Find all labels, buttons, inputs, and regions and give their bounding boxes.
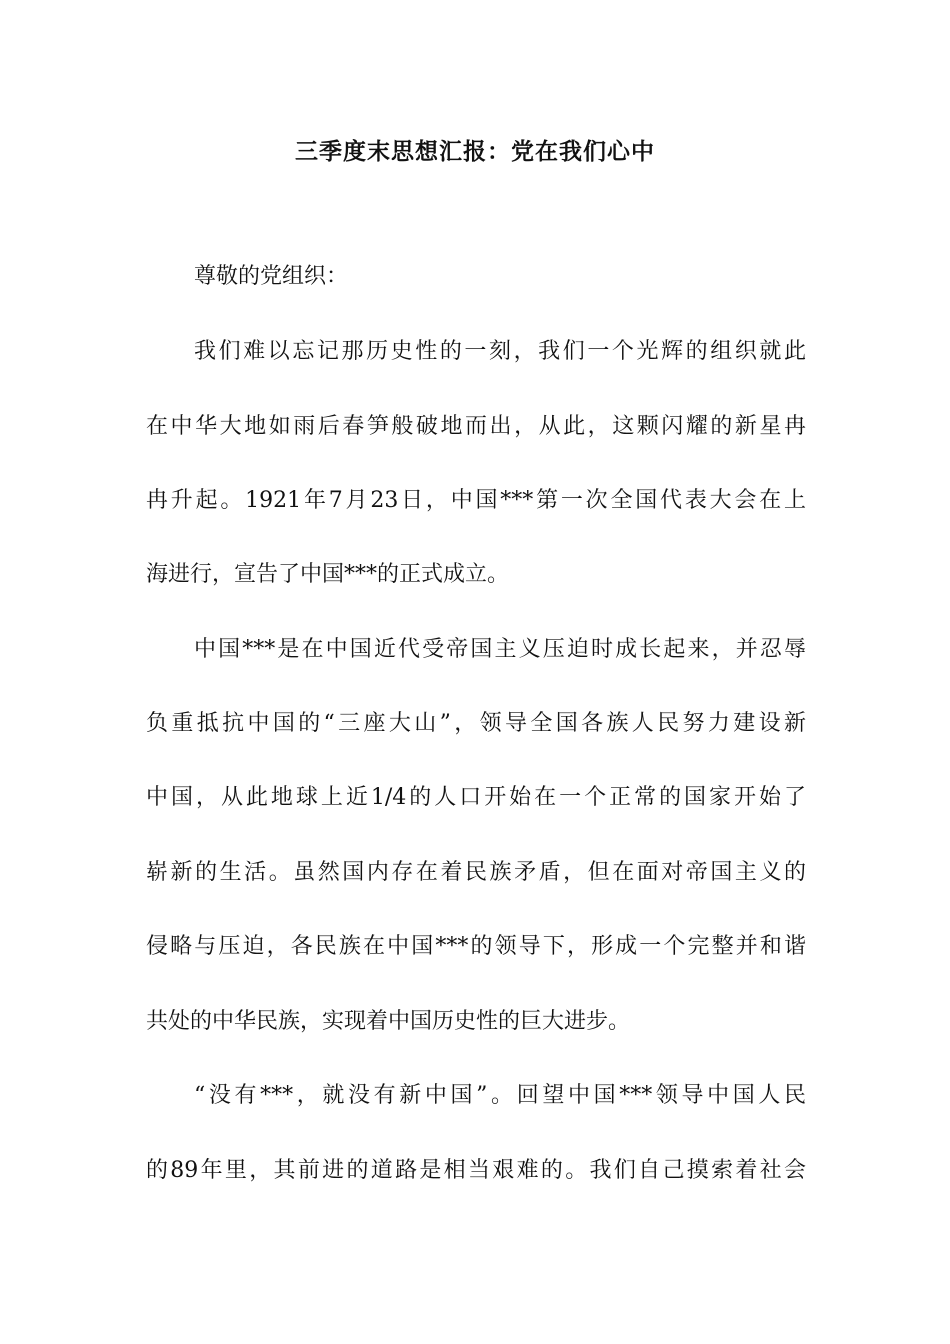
- paragraph-1-line-3: 冉升起。1921年7月23日，中国***第一次全国代表大会在上: [146, 488, 806, 513]
- paragraph-1-line-1: 我们难以忘记那历史性的一刻，我们一个光辉的组织就此: [194, 339, 806, 364]
- paragraph-2-line-2: 负重抵抗中国的“三座大山”，领导全国各族人民努力建设新: [146, 711, 806, 736]
- paragraph-1-line-2: 在中华大地如雨后春笋般破地而出，从此，这颗闪耀的新星冉: [146, 414, 806, 439]
- paragraph-2-line-5: 侵略与压迫，各民族在中国***的领导下，形成一个完整并和谐: [146, 934, 806, 959]
- paragraph-1-line-4: 海进行，宣告了中国***的正式成立。: [146, 562, 510, 587]
- paragraph-3-line-1: “没有***，就没有新中国”。回望中国***领导中国人民: [194, 1083, 806, 1108]
- paragraph-2-line-3: 中国，从此地球上近1/4的人口开始在一个正常的国家开始了: [146, 785, 806, 810]
- paragraph-2-line-6: 共处的中华民族，实现着中国历史性的巨大进步。: [146, 1009, 631, 1034]
- paragraph-2-line-1: 中国***是在中国近代受帝国主义压迫时成长起来，并忍辱: [194, 637, 806, 662]
- paragraph-2-line-4: 崭新的生活。虽然国内存在着民族矛盾，但在面对帝国主义的: [146, 860, 806, 885]
- salutation: 尊敬的党组织：: [194, 264, 349, 289]
- document-title: 三季度末思想汇报：党在我们心中: [295, 139, 655, 165]
- paragraph-3-line-2: 的89年里，其前进的道路是相当艰难的。我们自己摸索着社会: [146, 1158, 806, 1183]
